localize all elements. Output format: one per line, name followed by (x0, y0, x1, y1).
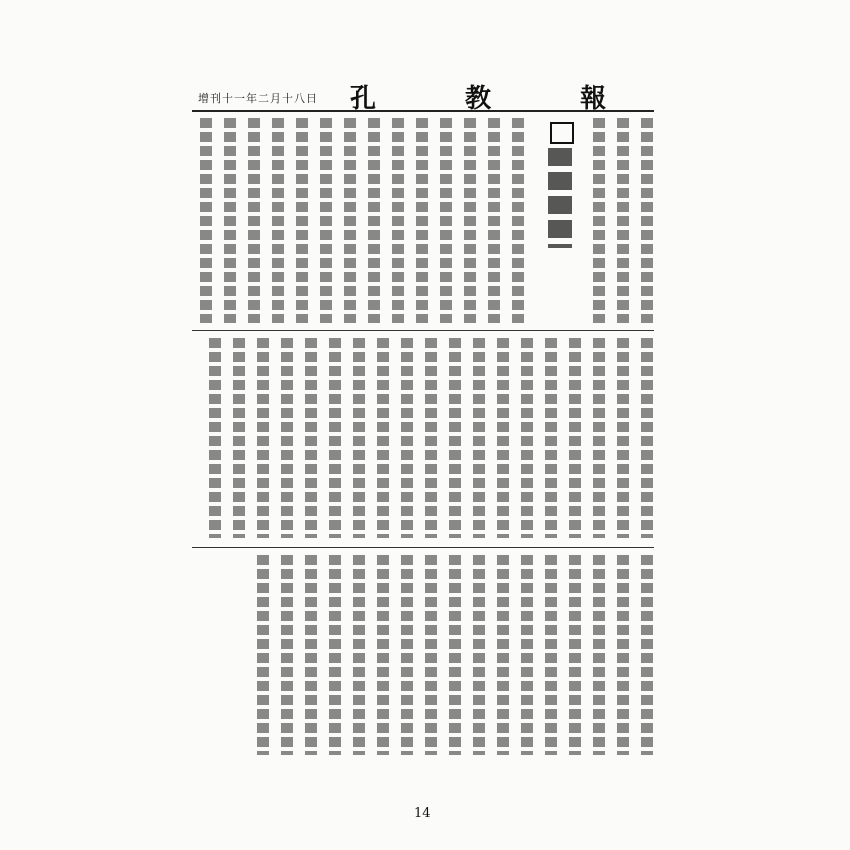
text-column (464, 118, 476, 323)
text-column (569, 555, 581, 755)
text-column (449, 555, 461, 755)
text-column (401, 338, 413, 538)
text-column (401, 555, 413, 755)
text-column (521, 338, 533, 538)
text-column (593, 555, 605, 755)
text-column (641, 555, 653, 755)
middle-text-band (192, 338, 654, 540)
text-column (353, 555, 365, 755)
text-column (248, 118, 260, 323)
text-column (497, 555, 509, 755)
band-divider (192, 547, 654, 548)
text-column (257, 555, 269, 755)
text-column (593, 118, 605, 323)
text-column (209, 338, 221, 538)
upper-text-band (192, 118, 654, 323)
text-column (641, 118, 653, 323)
text-column (497, 338, 509, 538)
text-column (425, 338, 437, 538)
text-column (473, 555, 485, 755)
text-column (320, 118, 332, 323)
text-column (353, 338, 365, 538)
text-column (296, 118, 308, 323)
text-column (449, 338, 461, 538)
text-column (593, 338, 605, 538)
text-column (569, 338, 581, 538)
text-column (617, 555, 629, 755)
text-column (200, 118, 212, 323)
band-divider (192, 330, 654, 331)
text-column (545, 555, 557, 755)
text-column (473, 338, 485, 538)
text-column (377, 555, 389, 755)
text-column (521, 555, 533, 755)
text-column (329, 555, 341, 755)
text-column (641, 338, 653, 538)
text-column (344, 118, 356, 323)
text-column (305, 555, 317, 755)
page-number: 14 (414, 806, 431, 821)
lower-text-band (192, 555, 654, 755)
text-column (617, 118, 629, 323)
text-column (305, 338, 317, 538)
text-column (488, 118, 500, 323)
publication-title: 孔 教 報 (350, 84, 647, 114)
text-column (224, 118, 236, 323)
text-column (281, 338, 293, 538)
text-column (257, 338, 269, 538)
text-column (281, 555, 293, 755)
text-column (440, 118, 452, 323)
text-column (272, 118, 284, 323)
text-column (425, 555, 437, 755)
text-column (392, 118, 404, 323)
text-column (377, 338, 389, 538)
text-column (416, 118, 428, 323)
text-column (368, 118, 380, 323)
header-rule (192, 110, 654, 112)
text-column (617, 338, 629, 538)
text-column (233, 338, 245, 538)
text-column (512, 118, 524, 323)
text-column (545, 338, 557, 538)
text-column (329, 338, 341, 538)
issue-info: 增刊十一年二月十八日 (198, 92, 318, 105)
